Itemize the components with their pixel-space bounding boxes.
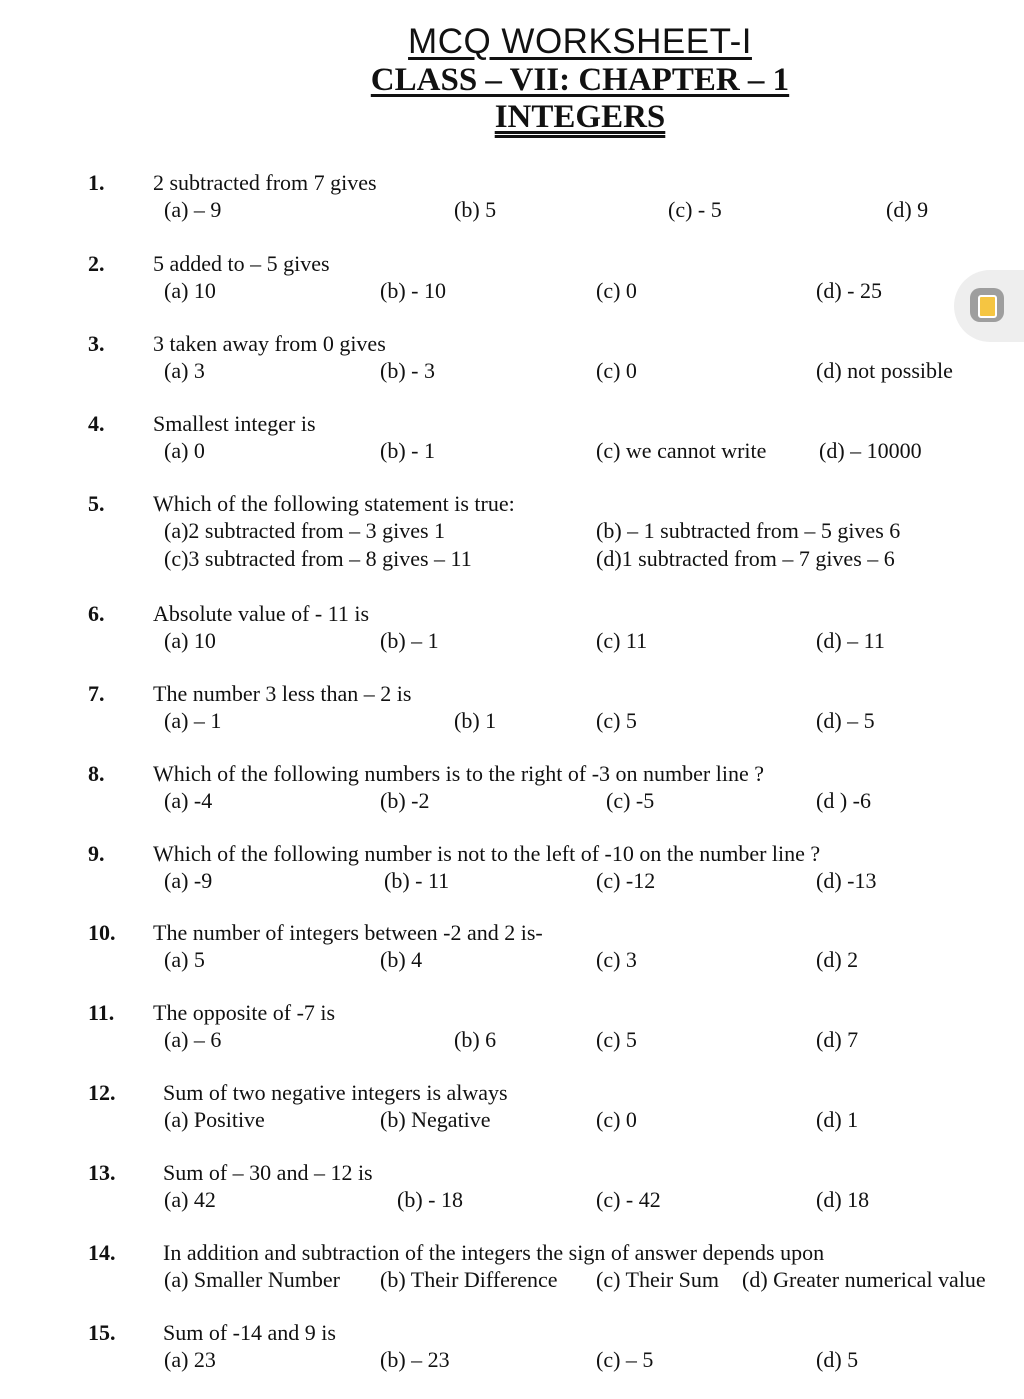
option-a: (a) Positive xyxy=(164,1107,265,1132)
question-text: Which of the following numbers is to the right of -3 on number line ? xyxy=(153,761,764,786)
question-6 xyxy=(0,601,1024,661)
class-chapter-heading: CLASS – VII: CHAPTER – 1 xyxy=(370,62,790,98)
option-b: (b) - 18 xyxy=(397,1187,463,1212)
question-14 xyxy=(0,1240,1024,1300)
question-number: 9. xyxy=(88,841,105,866)
option-a: (a) – 1 xyxy=(164,708,222,733)
question-number: 4. xyxy=(88,411,105,436)
topic-heading: INTEGERS xyxy=(494,99,666,135)
question-11 xyxy=(0,1000,1024,1060)
question-2 xyxy=(0,251,1024,311)
question-text: 3 taken away from 0 gives xyxy=(153,331,386,356)
option-c: (c) -5 xyxy=(606,788,655,813)
option-a: (a) Smaller Number xyxy=(164,1267,340,1292)
option-a: (a) 0 xyxy=(164,438,205,463)
question-3 xyxy=(0,331,1024,391)
question-text: Absolute value of - 11 is xyxy=(153,601,370,626)
option-d: (d) -13 xyxy=(816,868,877,893)
option-a: (a)2 subtracted from – 3 gives 1 xyxy=(164,518,446,543)
option-c: (c) 0 xyxy=(596,358,637,383)
option-d: (d) Greater numerical value xyxy=(742,1267,986,1292)
option-c: (c) - 42 xyxy=(596,1187,661,1212)
question-8 xyxy=(0,761,1024,821)
option-c: (c) 0 xyxy=(596,278,637,303)
question-4 xyxy=(0,411,1024,471)
option-b: (b) – 1 xyxy=(380,628,439,653)
question-number: 2. xyxy=(88,251,105,276)
question-12 xyxy=(0,1080,1024,1140)
option-b: (b) - 1 xyxy=(380,438,435,463)
option-b: (b) 6 xyxy=(454,1027,497,1052)
option-a: (a) 42 xyxy=(164,1187,216,1212)
question-10 xyxy=(0,920,1024,980)
option-d: (d) 7 xyxy=(816,1027,859,1052)
question-number: 10. xyxy=(88,920,116,945)
option-d: (d) 2 xyxy=(816,947,859,972)
question-text: Which of the following number is not to the left of -10 on the number line ? xyxy=(153,841,821,866)
question-text: Smallest integer is xyxy=(153,411,316,436)
option-d: (d) 1 xyxy=(816,1107,859,1132)
option-d: (d)1 subtracted from – 7 gives – 6 xyxy=(596,546,895,571)
question-text: The number of integers between -2 and 2 is- xyxy=(153,920,543,945)
question-9 xyxy=(0,841,1024,901)
option-c: (c) 5 xyxy=(596,708,637,733)
option-a: (a) – 9 xyxy=(164,197,222,222)
question-text: The number 3 less than – 2 is xyxy=(153,681,412,706)
option-b: (b) - 11 xyxy=(384,868,450,893)
option-d: (d) – 11 xyxy=(816,628,885,653)
option-a: (a) 3 xyxy=(164,358,205,383)
worksheet-title: MCQ WORKSHEET-I xyxy=(408,22,752,61)
question-number: 12. xyxy=(88,1080,116,1105)
question-text: 2 subtracted from 7 gives xyxy=(153,170,377,195)
option-b: (b) 1 xyxy=(454,708,497,733)
question-number: 8. xyxy=(88,761,105,786)
option-d: (d) 18 xyxy=(816,1187,870,1212)
question-number: 7. xyxy=(88,681,105,706)
option-b: (b) – 23 xyxy=(380,1347,450,1372)
question-text: In addition and subtraction of the integers the sign of answer depends upon xyxy=(163,1240,825,1265)
option-a: (a) -9 xyxy=(164,868,213,893)
question-text: Sum of – 30 and – 12 is xyxy=(163,1160,373,1185)
option-c: (c) 0 xyxy=(596,1107,637,1132)
question-number: 5. xyxy=(88,491,105,516)
option-c: (c) – 5 xyxy=(596,1347,654,1372)
question-number: 14. xyxy=(88,1240,116,1265)
option-a: (a) 10 xyxy=(164,278,216,303)
option-b: (b) - 3 xyxy=(380,358,435,383)
question-1 xyxy=(0,170,1024,230)
option-c: (c) 5 xyxy=(596,1027,637,1052)
question-number: 11. xyxy=(88,1000,115,1025)
option-a: (a) – 6 xyxy=(164,1027,222,1052)
option-d: (d) – 10000 xyxy=(819,438,922,463)
option-b: (b) – 1 subtracted from – 5 gives 6 xyxy=(596,518,901,543)
question-text: The opposite of -7 is xyxy=(153,1000,336,1025)
question-number: 6. xyxy=(88,601,105,626)
question-number: 3. xyxy=(88,331,105,356)
option-c: (c) - 5 xyxy=(668,197,722,222)
option-d: (d) – 5 xyxy=(816,708,875,733)
question-15 xyxy=(0,1320,1024,1380)
question-number: 1. xyxy=(88,170,105,195)
option-d: (d ) -6 xyxy=(816,788,871,813)
option-c: (c)3 subtracted from – 8 gives – 11 xyxy=(164,546,472,571)
option-b: (b) 5 xyxy=(454,197,497,222)
option-d: (d) 9 xyxy=(886,197,929,222)
question-number: 15. xyxy=(88,1320,116,1345)
option-c: (c) Their Sum xyxy=(596,1267,720,1292)
option-b: (b) - 10 xyxy=(380,278,446,303)
option-a: (a) -4 xyxy=(164,788,213,813)
question-text: Sum of -14 and 9 is xyxy=(163,1320,336,1345)
floating-overlay-button[interactable] xyxy=(954,270,1024,342)
question-13 xyxy=(0,1160,1024,1220)
question-5 xyxy=(0,491,1024,581)
question-text: 5 added to – 5 gives xyxy=(153,251,330,276)
option-a: (a) 23 xyxy=(164,1347,216,1372)
option-c: (c) 11 xyxy=(596,628,648,653)
option-a: (a) 5 xyxy=(164,947,205,972)
option-b: (b) 4 xyxy=(380,947,423,972)
question-number: 13. xyxy=(88,1160,116,1185)
question-7 xyxy=(0,681,1024,741)
option-a: (a) 10 xyxy=(164,628,216,653)
option-b: (b) -2 xyxy=(380,788,430,813)
option-c: (c) we cannot write xyxy=(596,438,767,463)
option-d: (d) 5 xyxy=(816,1347,859,1372)
option-b: (b) Their Difference xyxy=(380,1267,558,1292)
option-c: (c) -12 xyxy=(596,868,656,893)
option-d: (d) - 25 xyxy=(816,278,882,303)
question-text: Which of the following statement is true: xyxy=(153,491,515,516)
document-icon xyxy=(970,288,1004,322)
option-c: (c) 3 xyxy=(596,947,637,972)
option-d: (d) not possible xyxy=(816,358,953,383)
question-text: Sum of two negative integers is always xyxy=(163,1080,508,1105)
option-b: (b) Negative xyxy=(380,1107,491,1132)
